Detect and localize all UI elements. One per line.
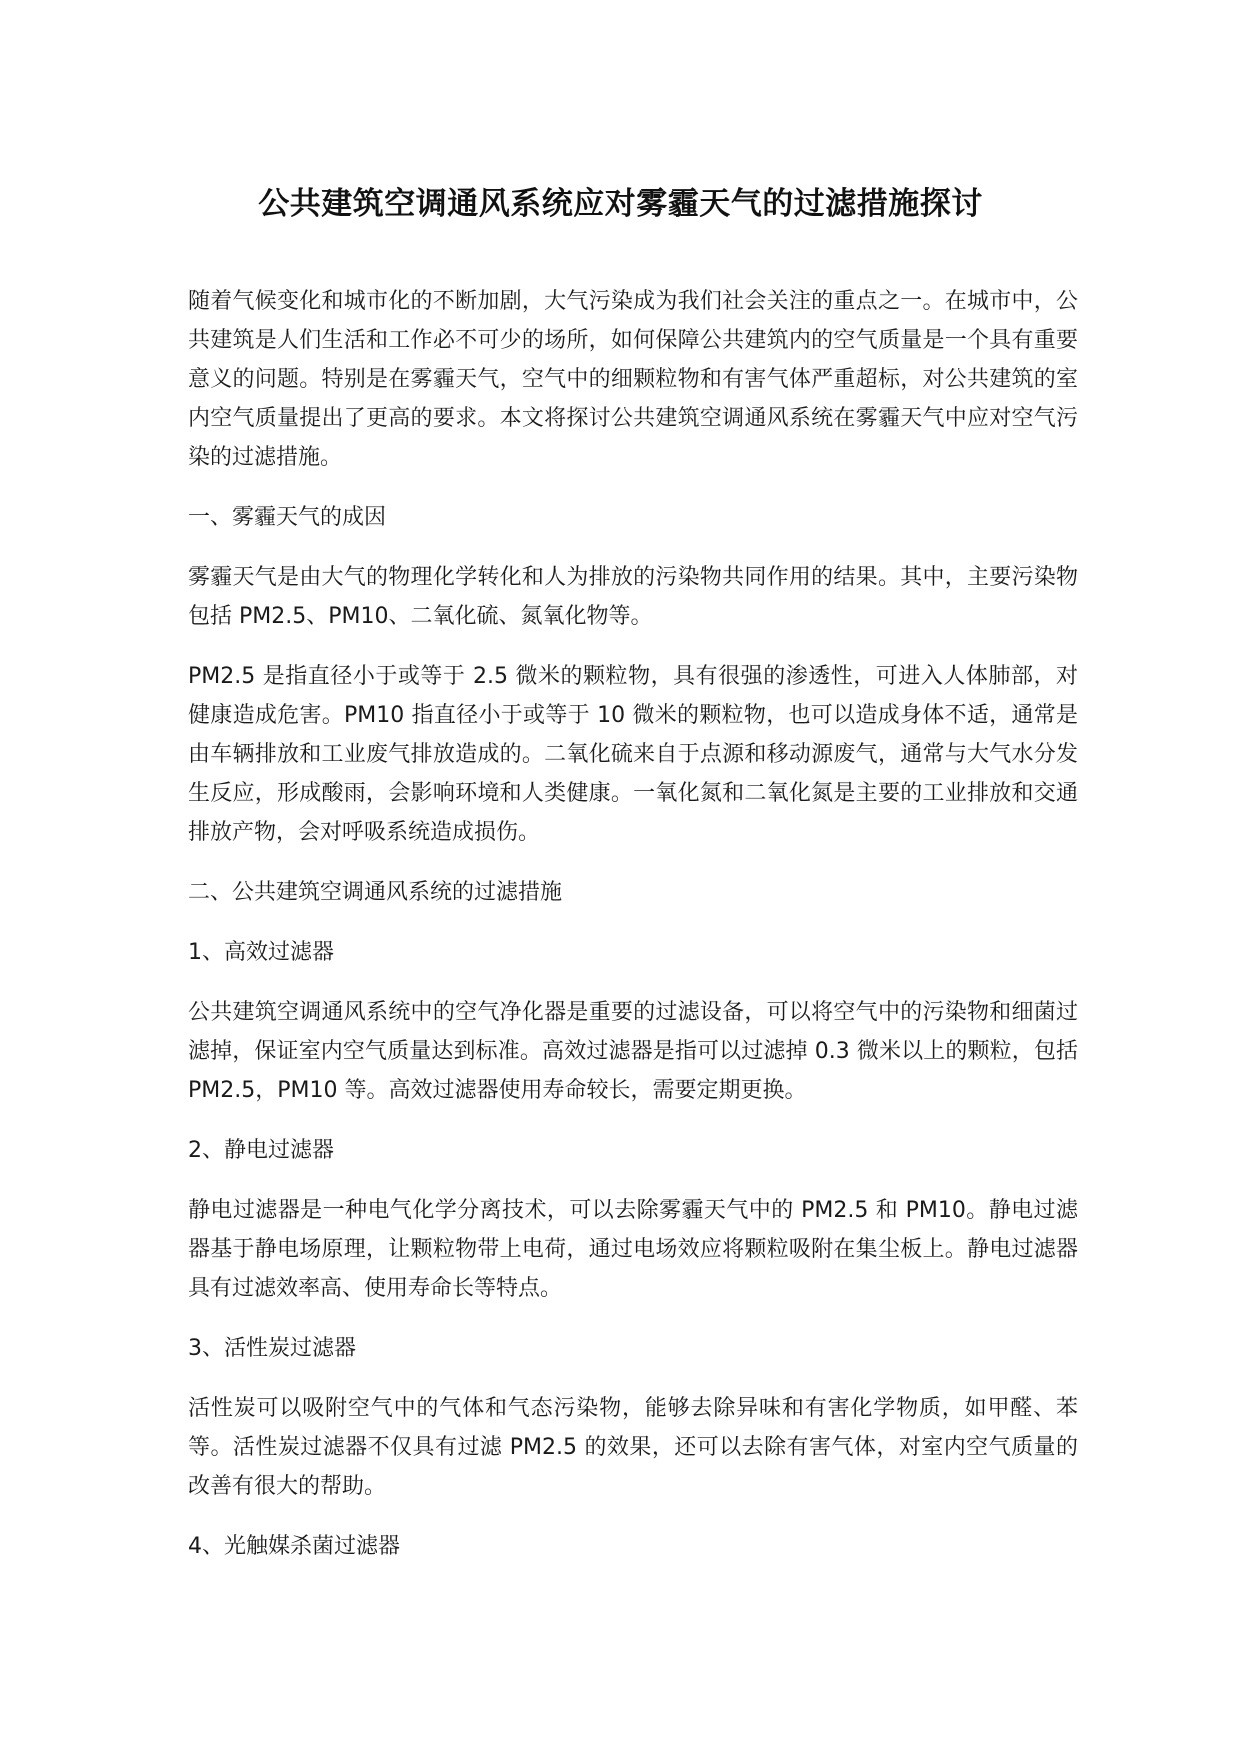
document-title: 公共建筑空调通风系统应对雾霾天气的过滤措施探讨 (258, 186, 983, 222)
subheading-photocatalyst-filter: 4、光触媒杀菌过滤器 (188, 1534, 400, 1559)
document-body (188, 282, 1078, 1587)
paragraph-electrostatic-filter: 静电过滤器是一种电气化学分离技术，可以去除雾霾天气中的 PM2.5 和 PM10。静电过滤器基于静电场原理，让颗粒物带上电荷，通过电场效应将颗粒吸附在集尘板上。静电过滤器具有过滤效率高、使用寿命长等特点。 (188, 1198, 1078, 1301)
section-heading-measures: 二、公共建筑空调通风系统的过滤措施 (188, 880, 563, 905)
subheading-activated-carbon-filter: 3、活性炭过滤器 (188, 1336, 356, 1361)
paragraph-hepa-filter: 公共建筑空调通风系统中的空气净化器是重要的过滤设备，可以将空气中的污染物和细菌过滤掉，保证室内空气质量达到标准。高效过滤器是指可以过滤掉 0.3 微米以上的颗粒，包括 PM2.5，PM10 等。高效过滤器使用寿命较长，需要定期更换。 (188, 1000, 1078, 1103)
paragraph-activated-carbon-filter: 活性炭可以吸附空气中的气体和气态污染物，能够去除异味和有害化学物质，如甲醛、苯等。活性炭过滤器不仅具有过滤 PM2.5 的效果，还可以去除有害气体，对室内空气质量的改善有很大的帮助。 (188, 1396, 1078, 1499)
section-heading-causes: 一、雾霾天气的成因 (188, 505, 387, 530)
subheading-hepa-filter: 1、高效过滤器 (188, 940, 334, 965)
paragraph-pollutants: PM2.5 是指直径小于或等于 2.5 微米的颗粒物，具有很强的渗透性，可进入人体肺部，对健康造成危害。PM10 指直径小于或等于 10 微米的颗粒物，也可以造成身体不适，通常是由车辆排放和工业废气排放造成的。二氧化硫来自于点源和移动源废气，通常与大气水分发生反应，形成酸雨，会影响环境和人类健康。一氧化氮和二氧化氮是主要的工业排放和交通排放产物，会对呼吸系统造成损伤。 (188, 664, 1078, 845)
paragraph-causes: 雾霾天气是由大气的物理化学转化和人为排放的污染物共同作用的结果。其中，主要污染物包括 PM2.5、PM10、二氧化硫、氮氧化物等。 (188, 565, 1078, 629)
subheading-electrostatic-filter: 2、静电过滤器 (188, 1138, 334, 1163)
paragraph-intro: 随着气候变化和城市化的不断加剧，大气污染成为我们社会关注的重点之一。在城市中，公共建筑是人们生活和工作必不可少的场所，如何保障公共建筑内的空气质量是一个具有重要意义的问题。特别是在雾霾天气，空气中的细颗粒物和有害气体严重超标，对公共建筑的室内空气质量提出了更高的要求。本文将探讨公共建筑空调通风系统在雾霾天气中应对空气污染的过滤措施。 (188, 289, 1078, 470)
